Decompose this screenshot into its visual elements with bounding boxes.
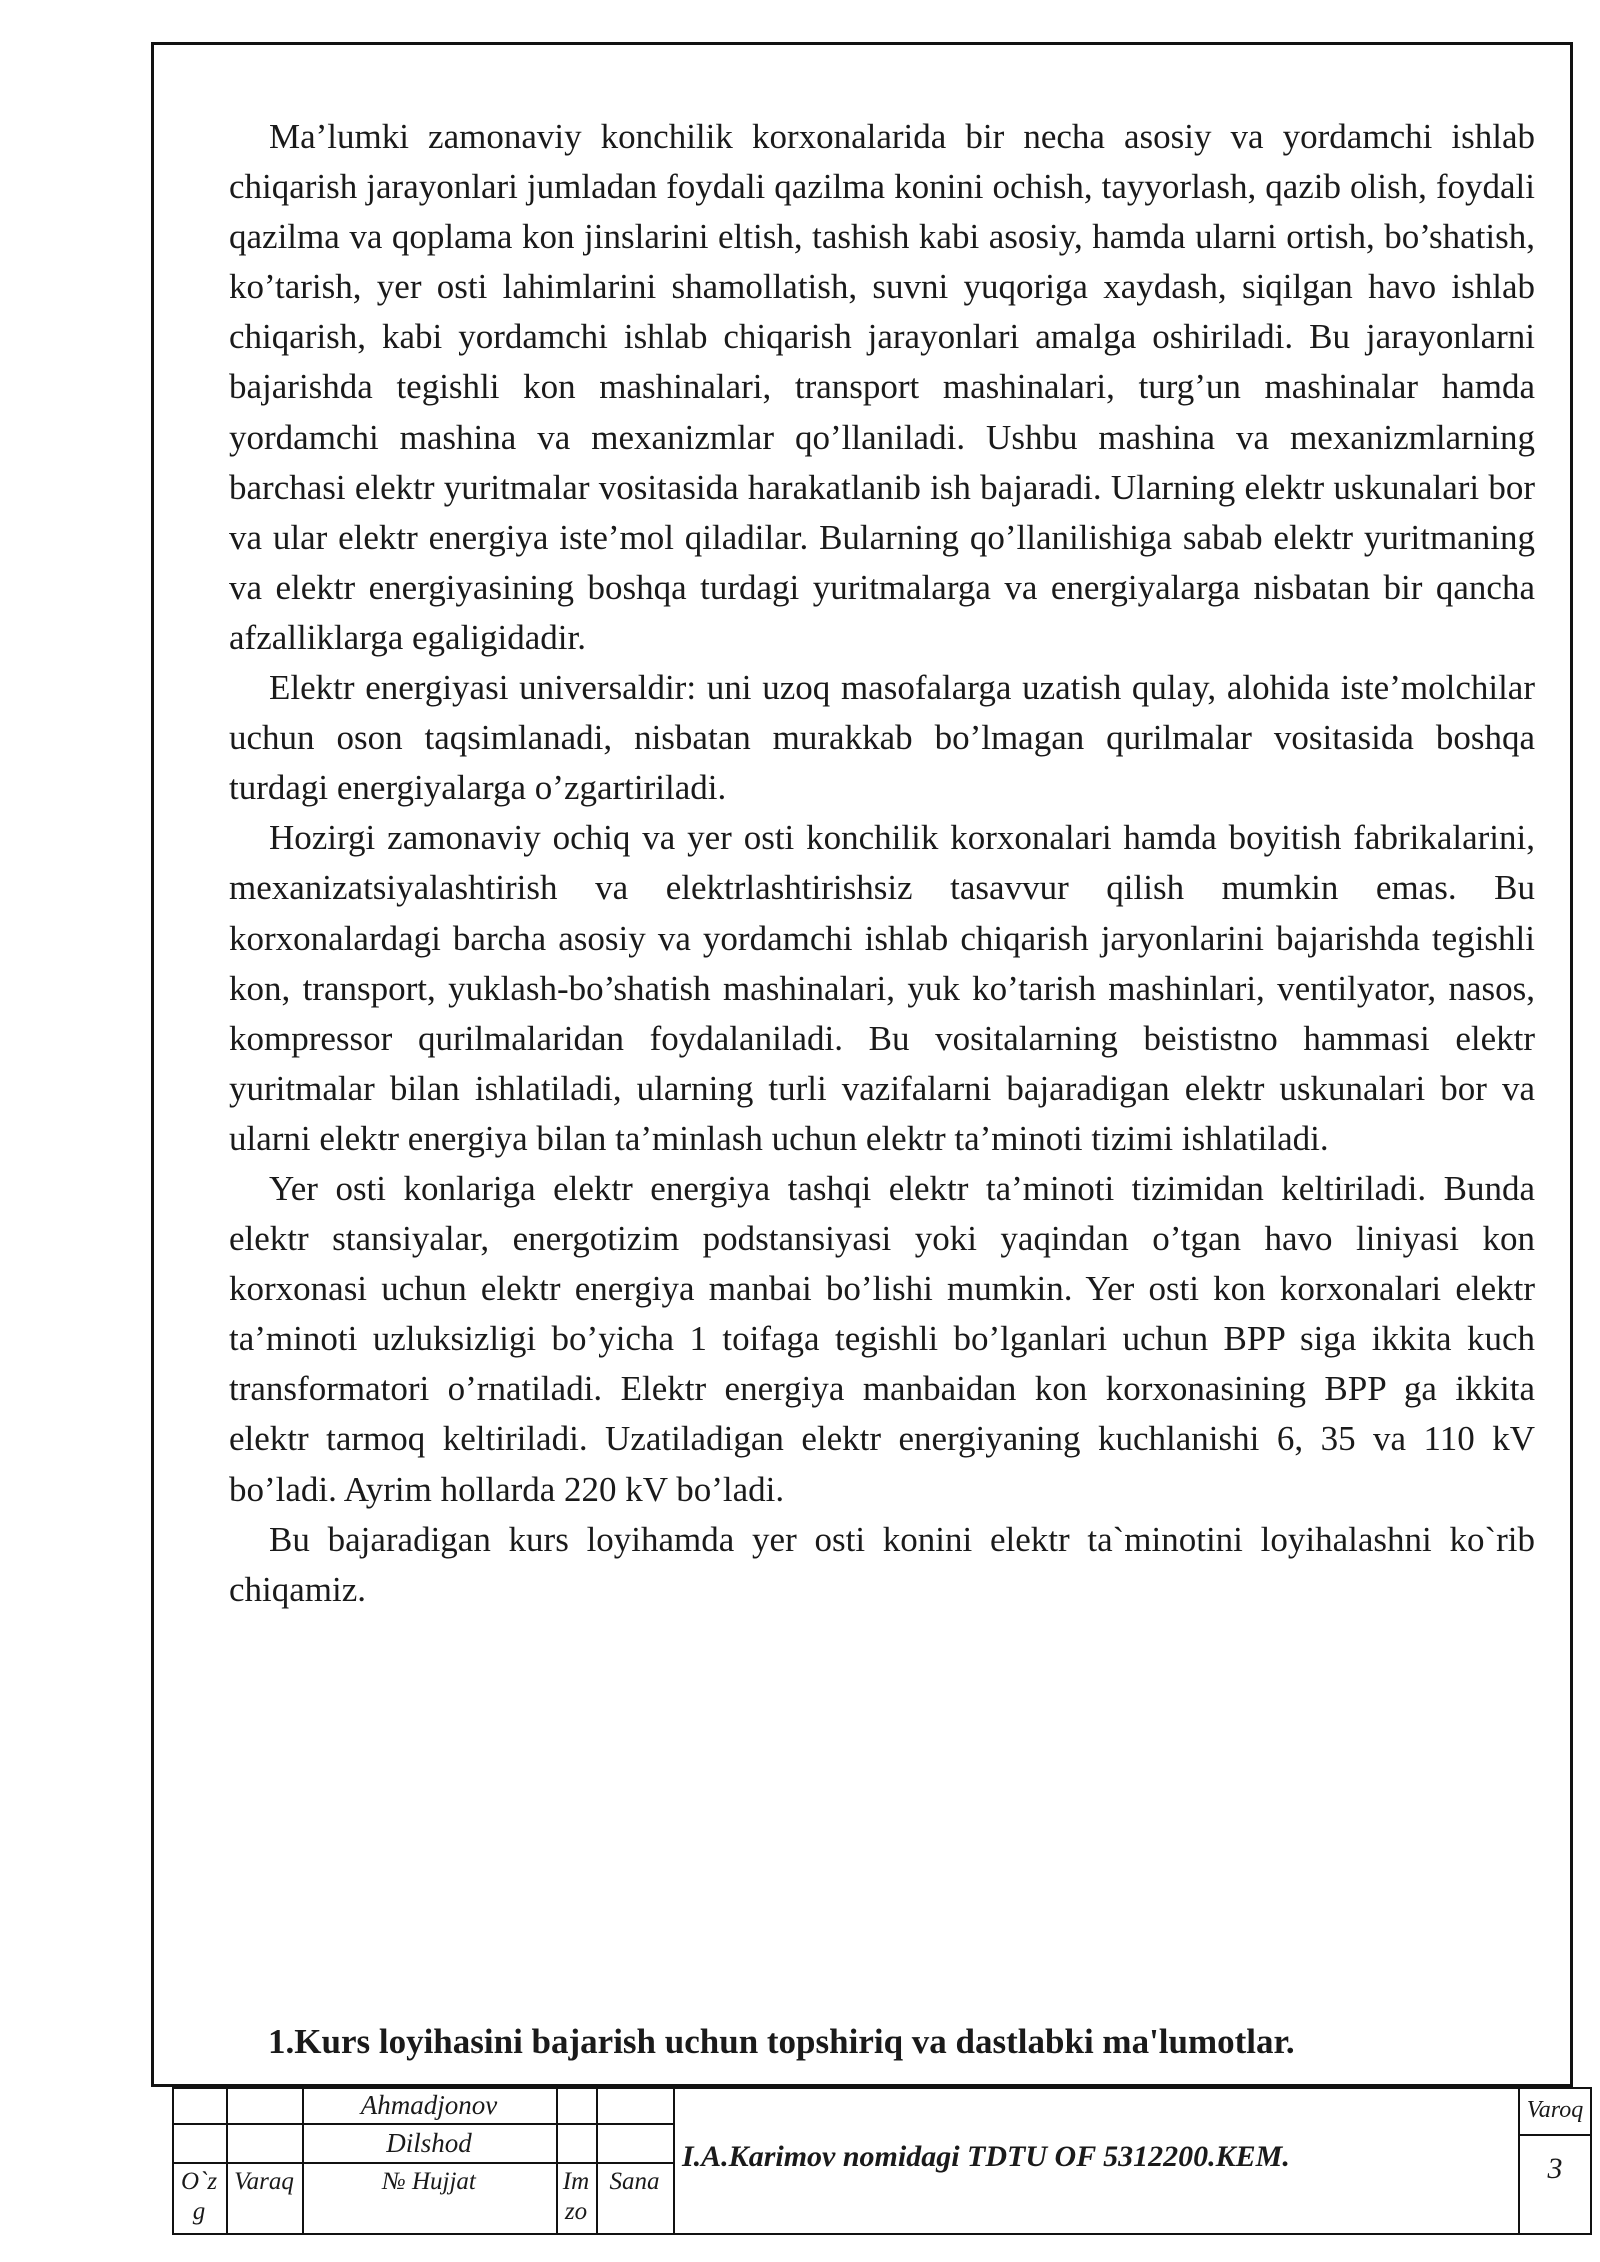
col-imzo-line2: zo <box>564 2198 588 2225</box>
col-ozg-line1: O`z <box>180 2168 218 2195</box>
sheet-number: 3 <box>1547 2152 1563 2185</box>
col-ozg-label <box>172 2167 226 2227</box>
col-hujjat-label: № Hujjat <box>382 2168 476 2195</box>
stamp-line-bottom <box>172 2233 1592 2235</box>
stamp-line-row2 <box>172 2162 674 2164</box>
title-block <box>172 2087 1592 2235</box>
col-imzo-line1: Im <box>562 2168 590 2195</box>
author-name: Dilshod <box>386 2128 472 2158</box>
stamp-line-sheet <box>1518 2134 1592 2136</box>
stamp-line-v1 <box>226 2087 228 2235</box>
col-varaq-label: Varaq <box>234 2168 294 2195</box>
document-body <box>229 112 1535 1615</box>
paragraph-electric-energy: Elektr energiyasi universaldir: uni uzoq masofalarga uzatish qulay, alohida iste’molchilar uchun oson taqsimlanadi, nisbatan murakkab bo’lmagan qurilmalar vositasida boshqa turdagi energiyalarga o’zgartiriladi. <box>229 668 1535 808</box>
stamp-line-v5 <box>673 2087 675 2235</box>
stamp-line-v4 <box>596 2087 598 2235</box>
col-imzo-label <box>556 2167 596 2227</box>
paragraph-project-goal: Bu bajaradigan kurs loyihamda yer osti konini elektr ta`minotini loyihalashni ko`rib chiqamiz. <box>229 1519 1535 1609</box>
sheet-label: Varoq <box>1526 2097 1584 2123</box>
paragraph-modern-mining: Hozirgi zamonaviy ochiq va yer osti konchilik korxonalari hamda boyitish fabrikalarini, mexanizatsiyalashtirish va elektrlashtirishsiz tasavvur qilish mumkin emas. Bu korxonalardagi barcha asosiy va yordamchi ishlab chiqarish jaryonlarini bajarishda tegishli kon, transport, yuklash-bo’shatish mashinalari, yuk ko’tarish mashinlari, ventilyator, nasos, kompressor qurilmalaridan foydalaniladi. Bu vositalarning beististno hammasi elektr yuritmalar bilan ishlatiladi, ularning turli vazifalarni bajaradigan elektr uskunalari bor va ularni elektr energiya bilan ta’minlash uchun elektr ta’minoti tizimi ishlatiladi. <box>229 818 1535 1158</box>
document-code-title: I.A.Karimov nomidagi TDTU OF 5312200.KEM. <box>682 2140 1290 2173</box>
paragraph-intro: Ma’lumki zamonaviy konchilik korxonalarida bir necha asosiy va yordamchi ishlab chiqarish jarayonlari jumladan foydali qazilma konini ochish, tayyorlash, qazib olish, foydali qazilma va qoplama kon jinslarini eltish, tashish kabi asosiy, hamda ularni ortish, bo’shatish, ko’tarish, yer osti lahimlarini shamollatish, suvni yuqoriga xaydash, siqilgan havo ishlab chiqarish, kabi yordamchi ishlab chiqarish jarayonlari amalga oshiriladi. Bu jarayonlarni bajarishda tegishli kon mashinalari, transport mashinalari, turg’un mashinalar hamda yordamchi mashina va mexanizmlar qo’llaniladi. Ushbu mashina va mexanizmlarning barchasi elektr yuritmalar vositasida harakatlanib ish bajaradi. Ularning elektr uskunalari bor va ular elektr energiya iste’mol qiladilar. Bularning qo’llanilishiga sabab elektr yuritmaning va elektr energiyasining boshqa turdagi yuritmalarga va energiyalarga nisbatan bir qancha afzalliklarga egaligidadir. <box>229 117 1535 657</box>
author-surname: Ahmadjonov <box>360 2090 498 2120</box>
col-sana-label: Sana <box>609 2168 660 2195</box>
paragraph-underground-supply: Yer osti konlariga elektr energiya tashqi elektr ta’minoti tizimidan keltiriladi. Bunda elektr stansiyalar, energotizim podstansiyasi yoki yaqindan o’tgan havo liniyasi kon korxonasi uchun elektr energiya manbai bo’lishi mumkin. Yer osti kon korxonalari elektr ta’minoti uzluksizligi bo’yicha 1 toifaga tegishli bo’lganlari uchun BPP siga ikkita kuch transformatori o’rnatiladi. Elektr energiya manbaidan kon korxonasining BPP ga ikkita elektr tarmoq keltiriladi. Uzatiladigan elektr energiyaning kuchlanishi 6, 35 va 110 kV bo’ladi. Ayrim hollarda 220 kV bo’ladi. <box>229 1168 1535 1509</box>
col-ozg-line2: g <box>192 2198 206 2225</box>
section-heading: 1.Kurs loyihasini bajarish uchun topshiriq va dastlabki ma'lumotlar. <box>268 2022 1295 2061</box>
